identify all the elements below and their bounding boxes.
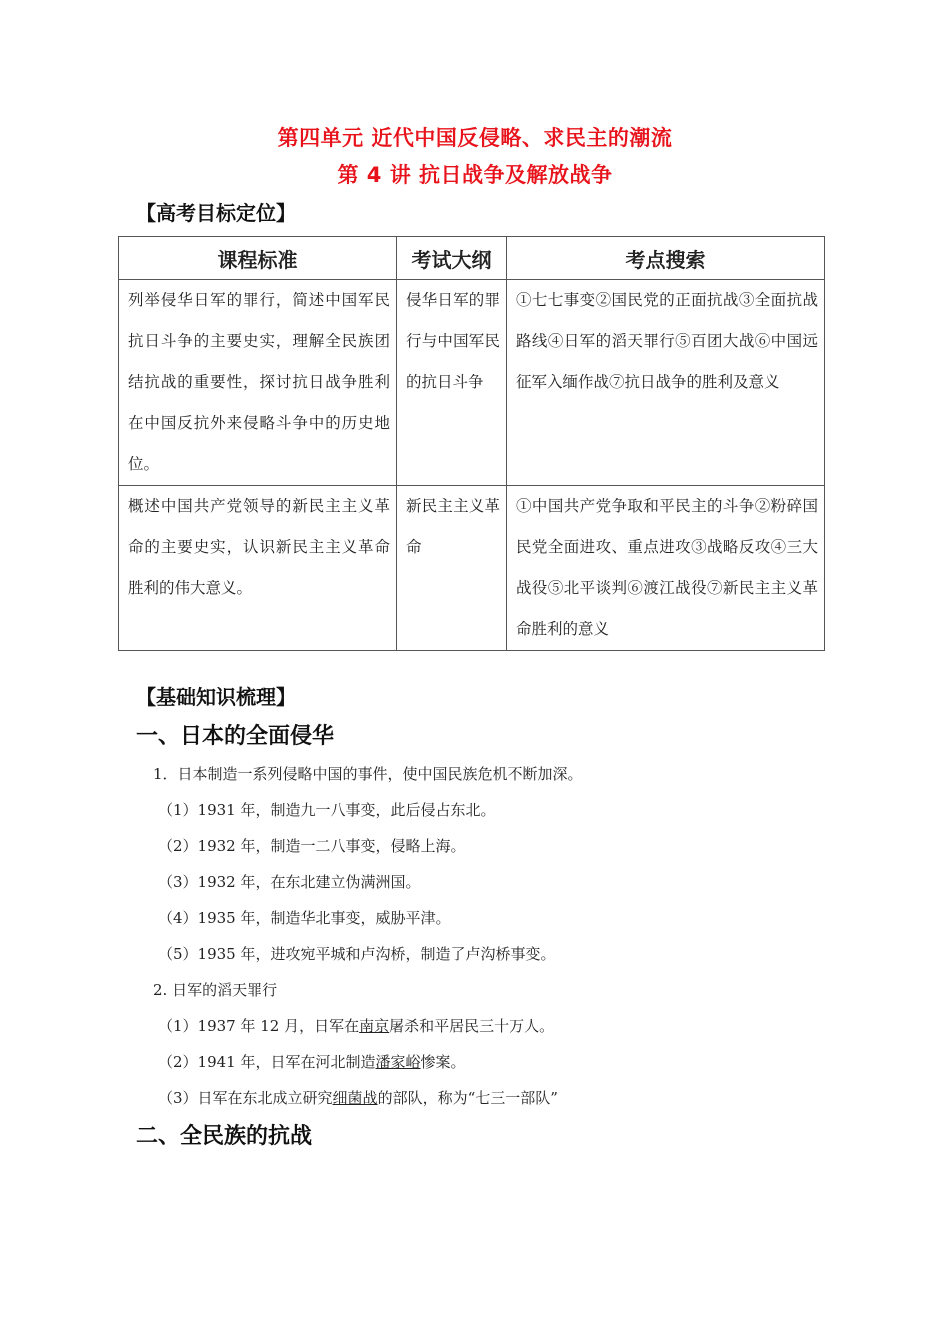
crime-keyword: 细菌战	[332, 1089, 378, 1107]
item1-text: 1．日本制造一系列侵略中国的事件，使中国民族危机不断加深。	[153, 765, 583, 783]
event-line: （3）1932 年，在东北建立伪满洲国。	[158, 873, 421, 891]
basics-section-title: 【基础知识梳理】	[136, 685, 296, 709]
event-line: （4）1935 年，制造华北事变，威胁平津。	[158, 909, 451, 927]
cell-standard: 概述中国共产党领导的新民主主义革命的主要史实，认识新民主主义革命胜利的伟大意义。	[119, 486, 397, 651]
unit-title: 第四单元 近代中国反侵略、求民主的潮流	[277, 126, 673, 150]
part2-heading: 二、全民族的抗战	[136, 1124, 313, 1149]
crime-line	[158, 1015, 554, 1036]
crime-text-post: 屠杀和平居民三十万人。	[389, 1017, 555, 1035]
crime-text-pre: （1）1937 年 12 月，日军在	[158, 1017, 360, 1035]
table-row	[119, 280, 825, 486]
item2-text: 2. 日军的滔天罪行	[153, 981, 278, 999]
cell-points: ①中国共产党争取和平民主的斗争②粉碎国民党全面进攻、重点进攻③战略反攻④三大战役⑤北平谈判⑥渡江战役⑦新民主主义革命胜利的意义	[507, 486, 825, 651]
crime-text-post: 惨案。	[420, 1053, 466, 1071]
course-standards-table	[118, 236, 825, 651]
crime-line	[158, 1051, 466, 1072]
crime-text-pre: （2）1941 年，日军在河北制造	[158, 1053, 376, 1071]
cell-outline: 新民主主义革命	[397, 486, 507, 651]
crime-keyword: 潘家峪	[375, 1053, 421, 1071]
crime-line	[158, 1087, 558, 1108]
cell-points: ①七七事变②国民党的正面抗战③全面抗战路线④日军的滔天罪行⑤百团大战⑥中国远征军入缅作战⑦抗日战争的胜利及意义	[507, 280, 825, 486]
crime-keyword: 南京	[359, 1017, 390, 1035]
header-standard: 课程标准	[119, 237, 397, 280]
event-line: （1）1931 年，制造九一八事变，此后侵占东北。	[158, 801, 496, 819]
cell-outline: 侵华日军的罪行与中国军民的抗日斗争	[397, 280, 507, 486]
table-row	[119, 486, 825, 651]
event-line: （5）1935 年，进攻宛平城和卢沟桥，制造了卢沟桥事变。	[158, 945, 556, 963]
part1-heading: 一、日本的全面侵华	[136, 724, 335, 749]
crime-text-pre: （3）日军在东北成立研究	[158, 1089, 333, 1107]
header-outline: 考试大纲	[397, 237, 507, 280]
event-line: （2）1932 年，制造一二八事变，侵略上海。	[158, 837, 466, 855]
cell-standard: 列举侵华日军的罪行，简述中国军民抗日斗争的主要史实，理解全民族团结抗战的重要性，探讨抗日战争胜利在中国反抗外来侵略斗争中的历史地位。	[119, 280, 397, 486]
crime-text-post: 的部队，称为“七三一部队”	[377, 1089, 558, 1107]
goals-section-title: 【高考目标定位】	[136, 201, 296, 225]
lesson-title: 第 4 讲 抗日战争及解放战争	[337, 163, 613, 187]
header-points: 考点搜索	[507, 237, 825, 280]
table-header-row	[119, 237, 825, 280]
